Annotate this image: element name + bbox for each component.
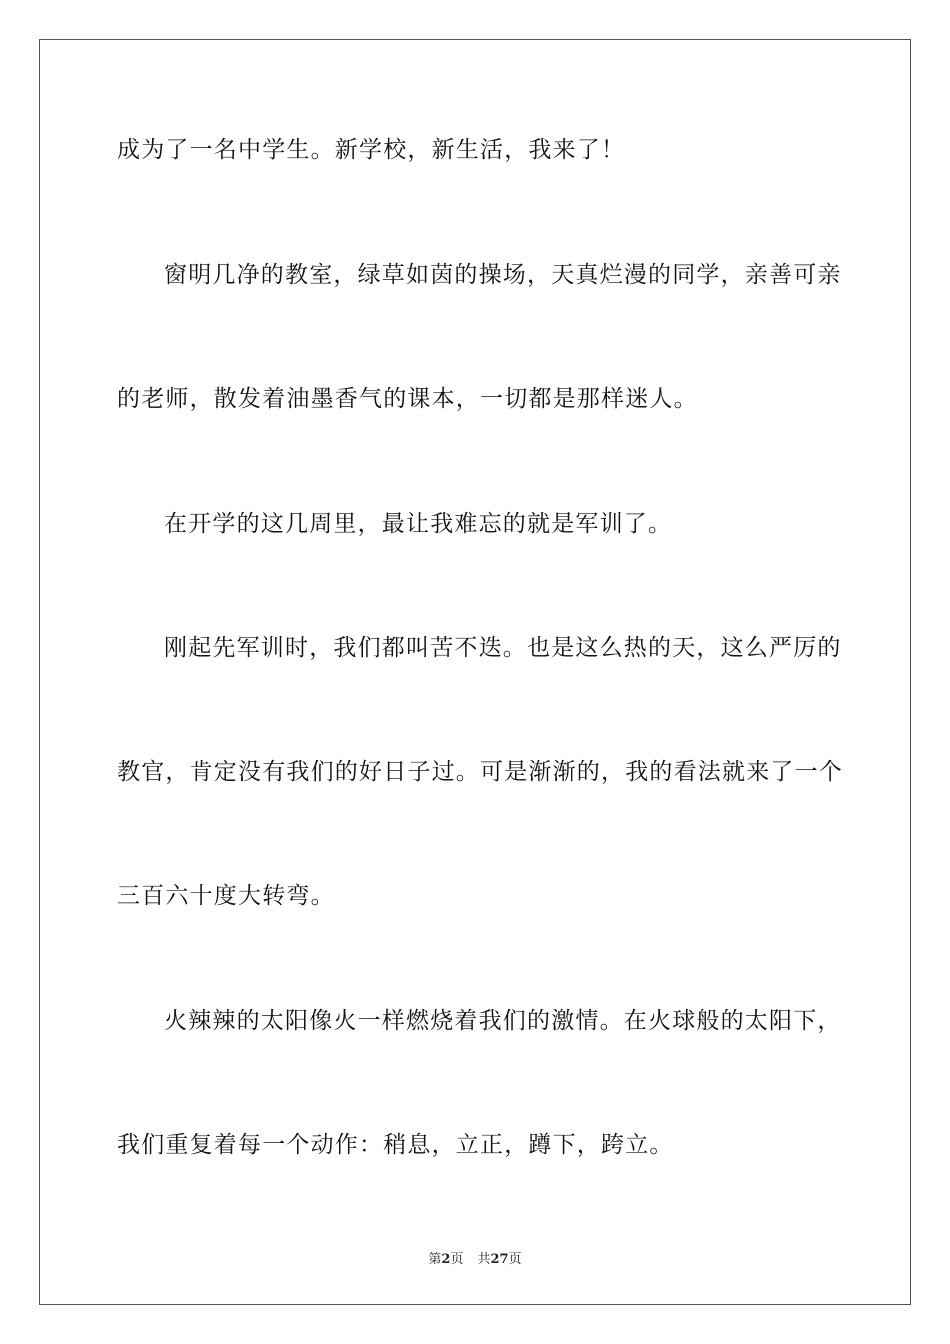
text-line-7: 三百六十度大转弯。 xyxy=(117,883,335,909)
text-line-9: 我们重复着每一个动作：稍息，立正，蹲下，跨立。 xyxy=(117,1132,674,1158)
page-footer xyxy=(0,1248,950,1267)
page-suffix: 页 xyxy=(450,1252,464,1267)
text-line-5: 刚起先军训时，我们都叫苦不迭。也是这么热的天，这么严厉的 xyxy=(164,635,842,661)
total-pages: 27 xyxy=(490,1252,509,1267)
text-line-6: 教官，肯定没有我们的好日子过。可是渐渐的，我的看法就来了一个 xyxy=(117,759,843,785)
total-suffix: 页 xyxy=(508,1252,522,1267)
text-line-8: 火辣辣的太阳像火一样燃烧着我们的激情。在火球般的太阳下， xyxy=(164,1008,842,1034)
page-border xyxy=(39,39,911,1305)
page-prefix: 第 xyxy=(428,1252,442,1267)
text-line-1: 成为了一名中学生。新学校，新生活，我来了！ xyxy=(117,137,626,163)
text-line-4: 在开学的这几周里，最让我难忘的就是军训了。 xyxy=(164,511,673,537)
text-line-3: 的老师，散发着油墨香气的课本，一切都是那样迷人。 xyxy=(117,386,698,412)
page-number: 2 xyxy=(441,1252,451,1267)
total-prefix: 共 xyxy=(477,1252,491,1267)
text-line-2: 窗明几净的教室，绿草如茵的操场，天真烂漫的同学，亲善可亲 xyxy=(164,262,842,288)
